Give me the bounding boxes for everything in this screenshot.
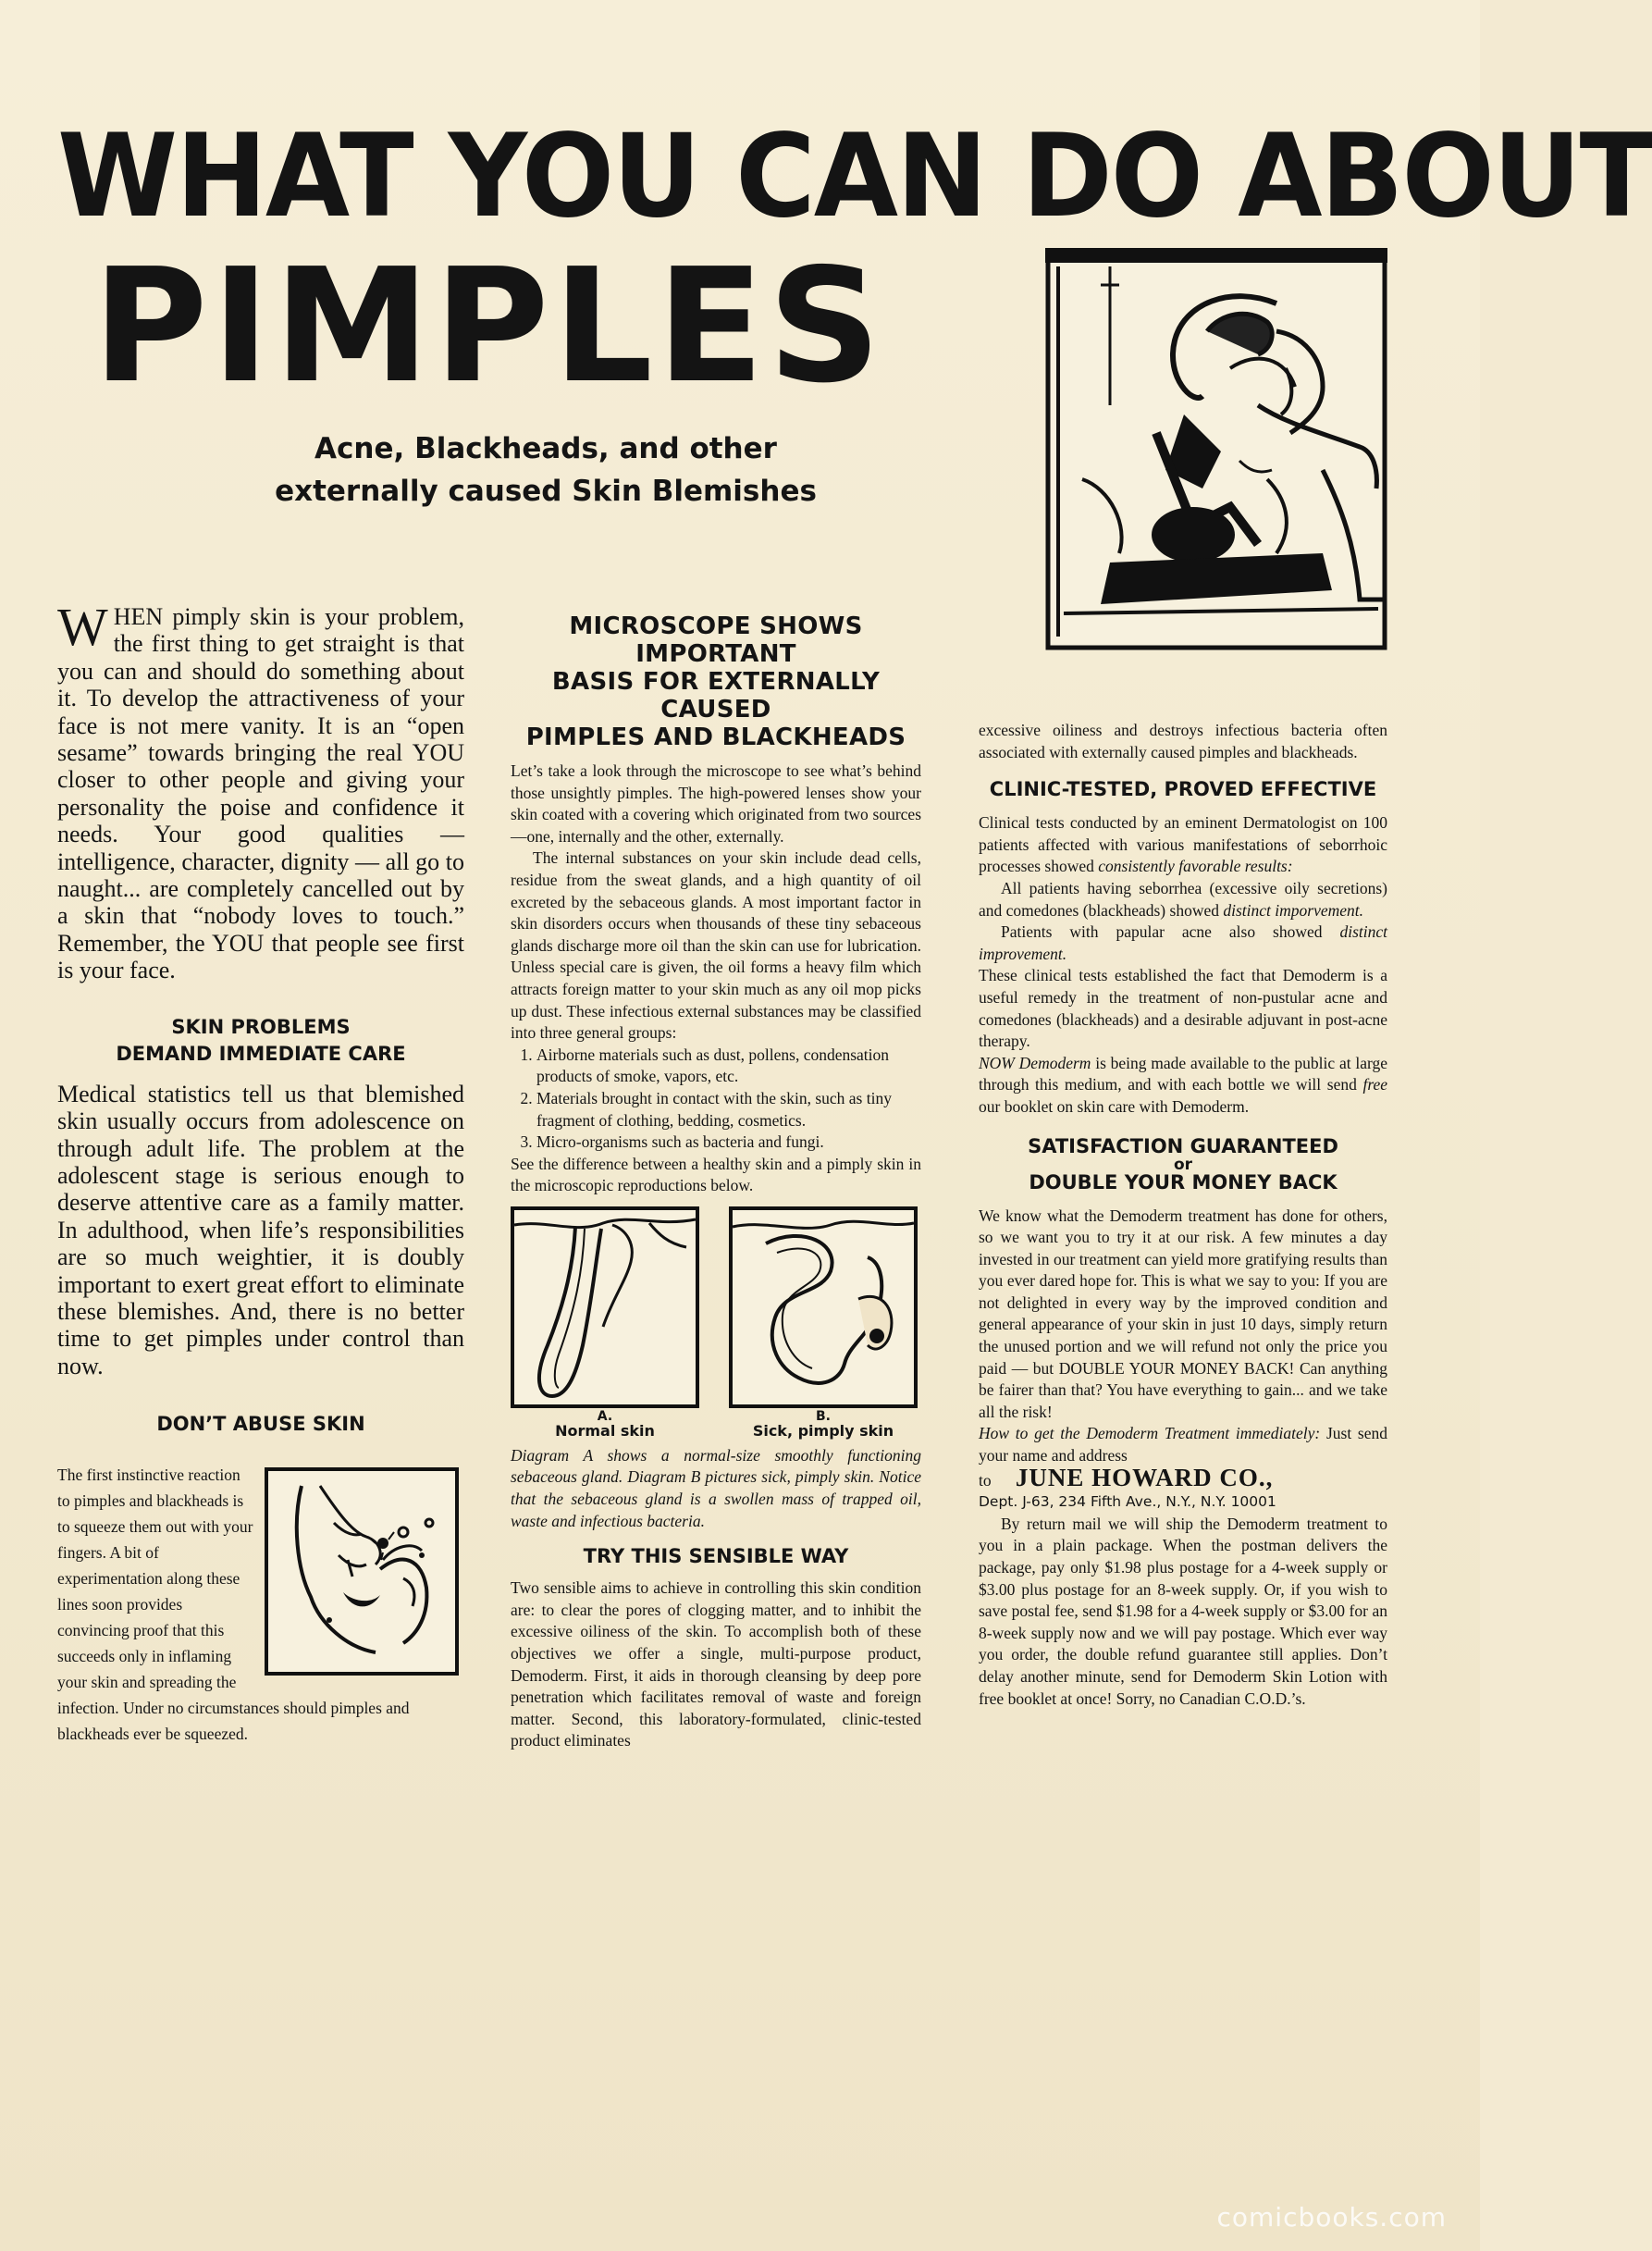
intro-text: HEN pimply skin is your problem, the first thing to get straight is that you can and should do something about it. To develop the attractiveness of your face is not mere vanity. It is an “open sesame” towards bringing the real YOU closer to other people and giving your personality the poise and confidence it needs. Your good qualities — intelligence, character, dignity — all go to naught... are completely cancelled out by a skin that “nobody loves to touch.” Remember, the YOU that people see first is your face. [57,603,464,984]
seborrhea-text: All patients having seborrhea (excessive oily secretions) and comedones (blackheads) showed [979,878,1387,920]
availability-emphasis: NOW Demoderm [979,1053,1091,1072]
section-heading-or [979,1155,1387,1174]
column-left [57,597,464,1747]
diagram-b-letter: B. [816,1408,831,1424]
microscope-heading-line1: MICROSCOPE SHOWS IMPORTANT [569,612,863,668]
to-word: to [979,1470,992,1490]
swollen-sebaceous-gland-diagram [729,1206,918,1408]
clinical-tests-emphasis: consistently favorable results: [1098,857,1293,876]
availability-text: is being made available to the public at large through this medium, and with each bottle we will send [979,1053,1388,1095]
diagram-b-label: Sick, pimply skin [752,1421,894,1440]
papular-acne-text: Patients with papular acne also showed [1001,922,1323,942]
diagram-a-label: Normal skin [555,1421,655,1440]
normal-sebaceous-gland-diagram [511,1206,699,1408]
column-middle [511,612,921,1752]
section-heading-dont-abuse-skin: DON’T ABUSE SKIN [156,1413,365,1436]
intro-paragraph [57,597,464,984]
subhead-line2: externally caused Skin Blemishes [275,475,817,508]
list-item: 3. Micro-organisms such as bacteria and fungi. [536,1132,921,1154]
subhead [185,427,906,513]
company-line [979,1463,1387,1492]
sensible-way-paragraph: Two sensible aims to achieve in controlling this skin condition are: to clear the pores of clogging matter, and to inhibit the excessive oiliness of the skin. To accomplish both of these objectives we offer a single, multi-purpose product, Demoderm. First, it aids in thorough cleansing by deep pore penetration which facilitates removal of waste and foreign matter. Second, this laboratory-formulated, clinic-tested product eliminates [511,1578,921,1750]
diagram-a [511,1206,699,1440]
how-to-order-emphasis: How to get the Demoderm Treatment immediately: [979,1424,1321,1443]
papular-acne-paragraph [979,921,1387,965]
clinical-tests-text: Clinical tests conducted by an eminent Dermatologist on 100 patients affected with various manifestations of seborrhoic processes showed [979,813,1387,876]
diagram-a-letter: A. [597,1408,613,1424]
microscope-paragraph-1: Let’s take a look through the microscope to see what’s behind those unsightly pimples. The high-powered lenses show your skin coated with a covering which originated from two sources—one, internally and the other, externally. [511,761,921,846]
drop-cap: W [57,597,108,657]
watermark: comicbooks.com [1216,2202,1447,2232]
column-right [979,720,1387,1710]
how-to-order-paragraph [979,1423,1387,1466]
shipping-paragraph: By return mail we will ship the Demoderm treatment to you in a plain package. When the postman delivers the package, pay only $1.98 plus postage for a 4-week supply or $3.00 plus postage for an 8-week supply. Or, if you wish to save postal fee, send $1.98 for a 4-week supply or $3.00 for an 8-week supply now and we will pay postage. Which ever way you order, the double refund guarantee still applies. Don’t delay another minute, send for Demoderm Skin Lotion with free booklet at once! Sorry, no Canadian C.O.D.’s. [979,1514,1387,1708]
face-squeezing-pimple-illustration [265,1467,459,1676]
how-to-order-text: Just send your name and address [979,1424,1388,1466]
papular-acne-emphasis: distinct improvement. [979,922,1387,963]
dont-abuse-skin-paragraph: The first instinctive reaction to pimples and blackheads is to squeeze them out with your fingers. A bit of experimentation along these lines soon provides convincing proof that this succeeds only in inflaming your skin and spreading the infection. Under no circumstances should pimples and blackheads ever be squeezed. [57,1466,410,1744]
headline-line2: PIMPLES [92,235,885,418]
clinical-tests-paragraph [979,812,1387,878]
section-heading-try-sensible-way: TRY THIS SENSIBLE WAY [583,1545,849,1568]
list-item: 2. Materials brought in contact with the skin, such as tiny fragment of clothing, bedding, cosmetics. [536,1088,921,1132]
free-emphasis: free [1362,1075,1388,1095]
section-heading-skin-problems-line2: DEMAND IMMEDIATE CARE [116,1042,406,1065]
subhead-line1: Acne, Blackheads, and other [314,432,777,465]
availability-paragraph [979,1053,1387,1119]
availability-tail: our booklet on skin care with Demoderm. [979,1096,1250,1116]
diagram-caption: Diagram A shows a normal-size smoothly functioning sebaceous gland. Diagram B pictures sick, pimply skin. Notice that the sebaceous gland is a swollen mass of trapped oil, waste and infectious bacteria. [511,1445,921,1530]
microscope-paragraph-3: See the difference between a healthy skin and a pimply skin in the microscopic reproductions below. [511,1154,921,1195]
microscope-heading-line3: PIMPLES AND BLACKHEADS [525,724,906,751]
skin-diagrams [511,1206,918,1440]
dont-abuse-skin-block [57,1462,464,1747]
seborrhea-emphasis: distinct imporvement. [1223,900,1363,920]
headline-line1: WHAT YOU CAN DO ABOUT [57,108,1652,243]
section-heading-skin-problems-line1: SKIN PROBLEMS [171,1015,351,1038]
oiliness-paragraph: excessive oiliness and destroys infectious bacteria often associated with externally caused pimples and blackheads. [979,721,1387,761]
section-heading-clinic-tested: CLINIC-TESTED, PROVED EFFECTIVE [989,778,1377,801]
mailing-address: Dept. J-63, 234 Fifth Ave., N.Y., N.Y. 10001 [979,1493,1276,1511]
clinical-conclusion-paragraph: These clinical tests established the fact that Demoderm is a useful remedy in the treatment of non-pustular acne and comedones (blackheads) and a desirable adjuvant in post-acne therapy. [979,966,1387,1051]
section-heading-satisfaction-line2: DOUBLE YOUR MONEY BACK [1029,1170,1338,1194]
skin-problems-paragraph: Medical statistics tell us that blemished skin usually occurs from adolescence on through adult life. The problem at the adolescent stage is serious enough to deserve attentive care as a family matter. In adulthood, when life’s responsibilities are so much weightier, it is doubly important to exert great effort to eliminate these blemishes. And, there is no better time to get pimples under control than now. [57,1080,464,1379]
seborrhea-paragraph [979,878,1387,921]
or-word: or [1173,1155,1193,1174]
scientist-microscope-illustration [1045,248,1387,650]
diagram-b [729,1206,918,1440]
microscope-heading-line2: BASIS FOR EXTERNALLY CAUSED [551,668,881,724]
section-heading-satisfaction-line1: SATISFACTION GUARANTEED [1028,1134,1338,1157]
company-name: JUNE HOWARD CO., [1015,1463,1274,1491]
guarantee-paragraph: We know what the Demoderm treatment has done for others, so we want you to try it at our risk. A few minutes a day invested in our treatment can yield more gratifying results than you ever dared hope for. This is what we say to you: If you are not delighted in every way by the improved condition and general appearance of your skin in just 10 days, simply return the unused portion and we will refund not only the price you paid — but DOUBLE YOUR MONEY BACK! Can anything be fairer than that? You have everything to gain... and we take all the risk! [979,1206,1387,1421]
microscope-paragraph-2: The internal substances on your skin include dead cells, residue from the sweat glands, and a high quantity of oil excreted by the sebaceous glands. A most important factor in skin disorders occurs when thousands of these tiny sebaceous glands discharge more oil than the skin can use for lubrication. Unless special care is given, the oil forms a heavy film which attracts foreign matter to your skin much as any oil mop picks up dust. These infectious external substances may be classified into three general groups: [511,848,921,1043]
external-substances-list [511,1045,921,1154]
list-item: 1. Airborne materials such as dust, pollens, condensation products of smoke, vapors, etc. [536,1045,921,1088]
